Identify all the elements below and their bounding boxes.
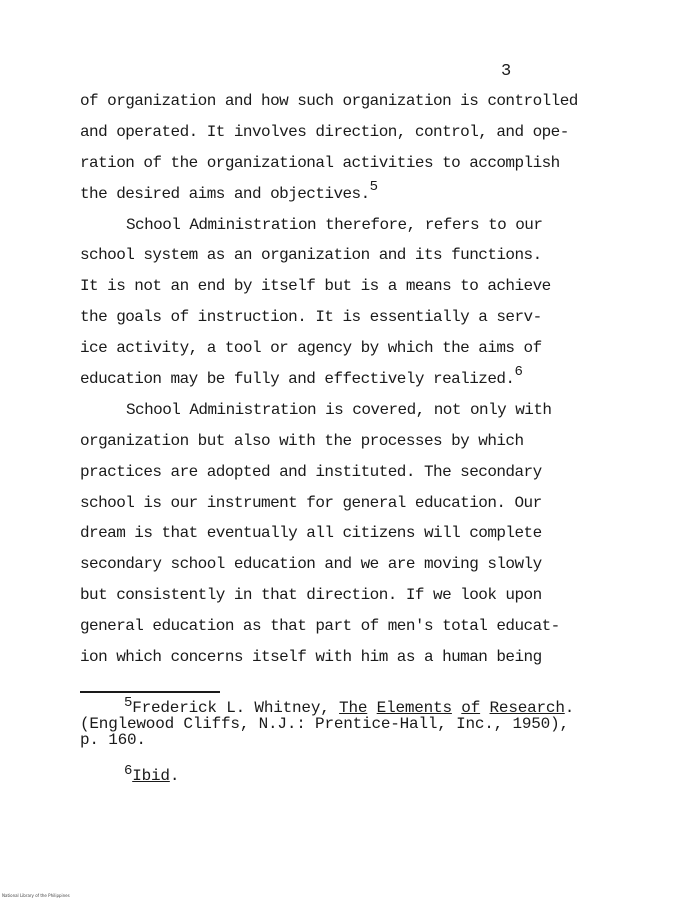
footnote-5-title-word: The: [339, 699, 368, 717]
body-line: [80, 488, 620, 519]
body-line: [80, 179, 620, 210]
body-line-text: education may be fully and effectively realized.: [80, 370, 515, 389]
body-line: [80, 271, 620, 302]
body-line-text: It is not an end by itself but is a means to achieve: [80, 277, 551, 296]
body-line-text: School Administration is covered, not only with: [126, 400, 552, 419]
footnote-5-line-2: (Englewood Cliffs, N.J.: Prentice-Hall, Inc., 1950),: [80, 715, 569, 733]
body-line: [80, 611, 620, 642]
body-line-text: organization but also with the processes by which: [80, 431, 524, 450]
body-line: [80, 117, 620, 148]
footnote-reference: 6: [514, 364, 523, 381]
body-line-text: ion which concerns itself with him as a human being: [80, 648, 542, 667]
body-line-text: School Administration therefore, refers to our: [126, 215, 543, 234]
footnote-5-title-word: Research: [489, 699, 565, 717]
body-line-text: practices are adopted and instituted. The secondary: [80, 462, 542, 481]
archive-stamp: National Library of the Philippines: [2, 893, 70, 898]
body-text: [80, 86, 620, 673]
body-line: [80, 457, 620, 488]
body-line: [80, 518, 620, 549]
footnote-5-title-period: .: [564, 699, 575, 717]
footnote-6-ibid: Ibid: [132, 767, 170, 785]
body-line-text: the goals of instruction. It is essentially a serv-: [80, 308, 542, 327]
body-line-text: and operated. It involves direction, control, and ope-: [80, 122, 569, 141]
body-line-text: school is our instrument for general education. Our: [80, 493, 542, 512]
footnote-reference: 5: [369, 178, 379, 195]
body-line-text: dream is that eventually all citizens will complete: [80, 524, 542, 543]
body-line: [80, 364, 620, 395]
body-line: [80, 302, 620, 333]
body-line: [80, 86, 620, 117]
body-line-text: the desired aims and objectives.: [80, 184, 370, 203]
body-line-text: of organization and how such organization is controlled: [80, 92, 578, 110]
body-line: [80, 395, 620, 426]
body-line: [80, 240, 620, 271]
body-line: [80, 426, 620, 457]
page-number: 3: [501, 62, 512, 81]
footnote-5-author: Frederick L. Whitney,: [132, 699, 330, 717]
body-line: [80, 642, 620, 673]
body-line: [80, 148, 620, 179]
body-line: [80, 580, 620, 611]
body-line-text: school system as an organization and its functions.: [80, 246, 542, 265]
footnote-5-line-1: [80, 695, 640, 717]
body-line: [80, 549, 620, 580]
footnote-5-title-word: of: [461, 699, 481, 717]
footnote-5-mark: 5: [124, 695, 133, 711]
footnote-5-title-word: Elements: [376, 699, 452, 717]
footnote-6-mark: 6: [124, 763, 133, 779]
body-line-text: ration of the organizational activities to accomplish: [80, 153, 560, 172]
body-line-text: but consistently in that direction. If we look upon: [80, 586, 542, 605]
body-line: [80, 210, 620, 241]
body-line-text: secondary school education and we are moving slowly: [80, 555, 542, 574]
body-line-text: general education as that part of men's total educat-: [80, 617, 560, 636]
footnote-separator: [80, 691, 220, 693]
footnote-5-line-3: p. 160.: [80, 731, 146, 749]
body-line: [80, 333, 620, 364]
footnote-6-line: [80, 763, 640, 785]
footnote-6-period: .: [169, 767, 180, 785]
body-line-text: ice activity, a tool or agency by which the aims of: [80, 339, 542, 358]
footnotes: [80, 695, 640, 785]
